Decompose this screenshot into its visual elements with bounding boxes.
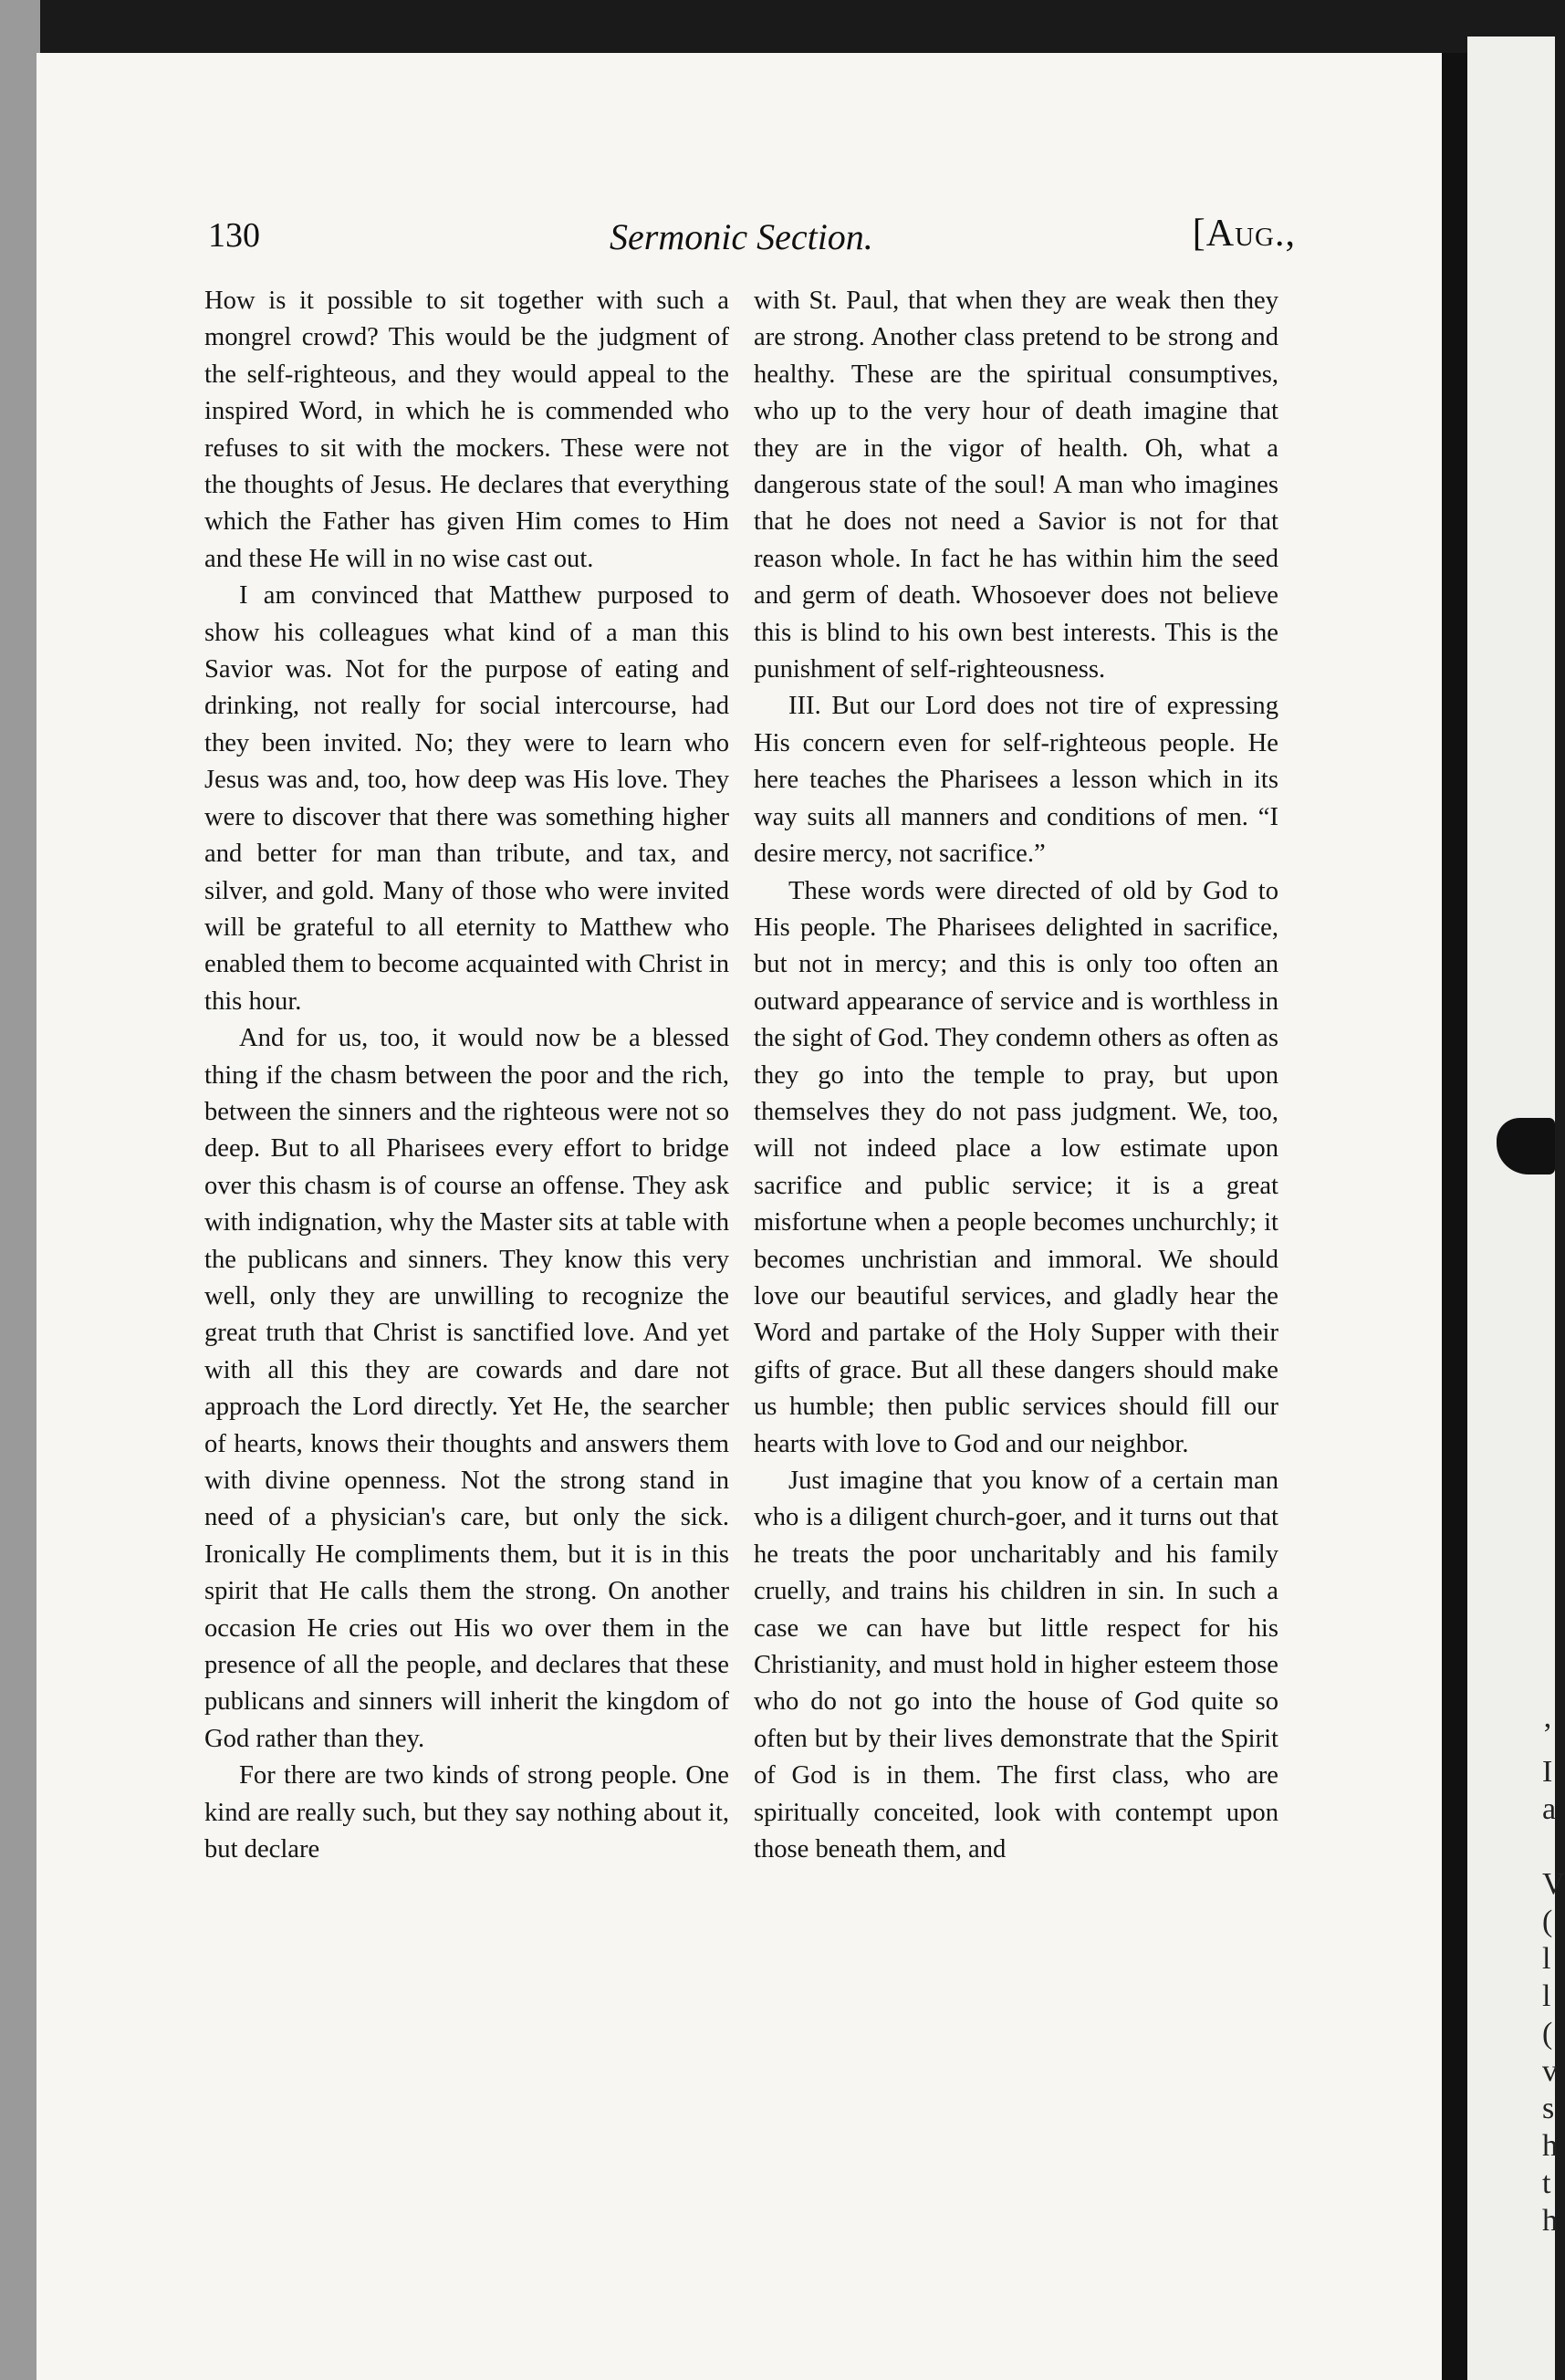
fragment-line: v <box>1542 2054 1558 2088</box>
fragment-line: ’ <box>1542 1717 1553 1751</box>
fragment-line: l <box>1542 1942 1551 1976</box>
fragment-line: h <box>1542 2204 1558 2238</box>
fragment-line: I <box>1542 1755 1553 1789</box>
fragment-line: t <box>1542 2166 1551 2200</box>
page-header <box>208 215 1296 270</box>
paragraph: III. But our Lord does not tire of expressing His concern even for self-righteous people. He here teaches the Pharisees a lesson which in its way suits all manners and conditions of men. “I desire mercy, not sacrifice.” <box>754 692 1278 869</box>
issue-mark: [Aug., <box>1192 213 1296 255</box>
paragraph: And for us, too, it would now be a blessed thing if the chasm between the poor and the rich, between the sinners and the righteous were not so deep. But to all Pharisees every effort to bridge over this chasm is of course an offense. They ask with indignation, why the Master sits at table with the publicans and sinners. They know this very well, only they are unwilling to recognize the great truth that Christ is sanctified love. And yet with all this they are cowards and dare not approach the Lord directly. Yet He, the searcher of hearts, knows their thoughts and answers them with divine openness. Not the strong stand in need of a physician's care, but only the sick. Ironically He compliments them, but it is in this spirit that He calls them the strong. On another occasion He cries out His wo over them in the presence of all the people, and declares that these publicans and sinners will inherit the kingdom of God rather than they. <box>204 1024 729 1753</box>
paragraph: I am convinced that Matthew purposed to show his colleagues what kind of a man this Savior was. Not for the purpose of eating and drinking, not really for social intercourse, had they been invited. No; they were to learn who Jesus was and, too, how deep was His love. They were to discover that there was something higher and better for man than tribute, and tax, and silver, and gold. Many of those who were invited will be grateful to all eternity to Matthew who enabled them to become acquainted with Christ in this hour. <box>204 581 729 1016</box>
fragment-line <box>1542 1828 1565 1865</box>
paragraph: These words were directed of old by God to His people. The Pharisees delighted in sacrifice, but not in mercy; and this is only too often an outward appearance of service and is worthless in the sight of God. They condemn others as often as they go into the temple to pray, but upon themselves they do not pass judgment. We, too, will not indeed place a low estimate upon sacrifice and public service; it is a great misfortune when a people becomes unchurchly; it becomes unchristian and immoral. We should love our beautiful services, and gladly hear the Word and partake of the Holy Supper with their gifts of grace. But all these dangers should make us humble; then public services should fill our hearts with love to God and our neighbor. <box>754 876 1278 1458</box>
fragment-line: ( <box>1542 2017 1553 2051</box>
paragraph: Just imagine that you know of a certain man who is a diligent church-goer, and it turns out that he treats the poor uncharitably and his family cruelly, and trains his children in sin. In such a case we can have but little respect for his Christianity, and must hold in higher esteem those who do not go into the house of God quite so often but by their lives demonstrate that the Spirit of God is in them. The first class, who are spiritually conceited, look with contempt upon those beneath them, and <box>754 1467 1278 1864</box>
page-number: 130 <box>208 216 260 255</box>
running-head: Sermonic Section. <box>610 216 873 257</box>
left-column <box>204 283 729 1868</box>
fragment-line: ( <box>1542 1905 1553 1938</box>
fragment-line: l <box>1542 1979 1551 2013</box>
right-column <box>754 283 1278 1868</box>
paragraph: How is it possible to sit together with such a mongrel crowd? This would be the judgment of the self-righteous, and they would appeal to the inspired Word, in which he is commended who refuses to sit with the mockers. These were not the thoughts of Jesus. He declares that everything which the Father has given Him comes to Him and these He will in no wise cast out. <box>204 287 729 573</box>
fragment-line: V <box>1542 1867 1565 1901</box>
adjacent-page-fragments <box>1542 1716 1565 2239</box>
scan-binding-edge <box>0 0 40 2380</box>
paragraph: For there are two kinds of strong people. One kind are really such, but they say nothing about it, but declare <box>204 1761 729 1864</box>
fragment-line: s <box>1542 2092 1555 2125</box>
paragraph: with St. Paul, that when they are weak then they are strong. Another class pretend to be strong and healthy. These are the spiritual consumptives, who up to the very hour of death imagine that they are in the vigor of health. Oh, what a dangerous state of the soul! A man who imagines that he does not need a Savior is not for that reason whole. In fact he has within him the seed and germ of death. Whosoever does not believe this is blind to his own best interests. This is the punishment of self-righteousness. <box>754 287 1278 684</box>
fragment-line: a <box>1542 1792 1557 1826</box>
fragment-line: h <box>1542 2129 1558 2163</box>
